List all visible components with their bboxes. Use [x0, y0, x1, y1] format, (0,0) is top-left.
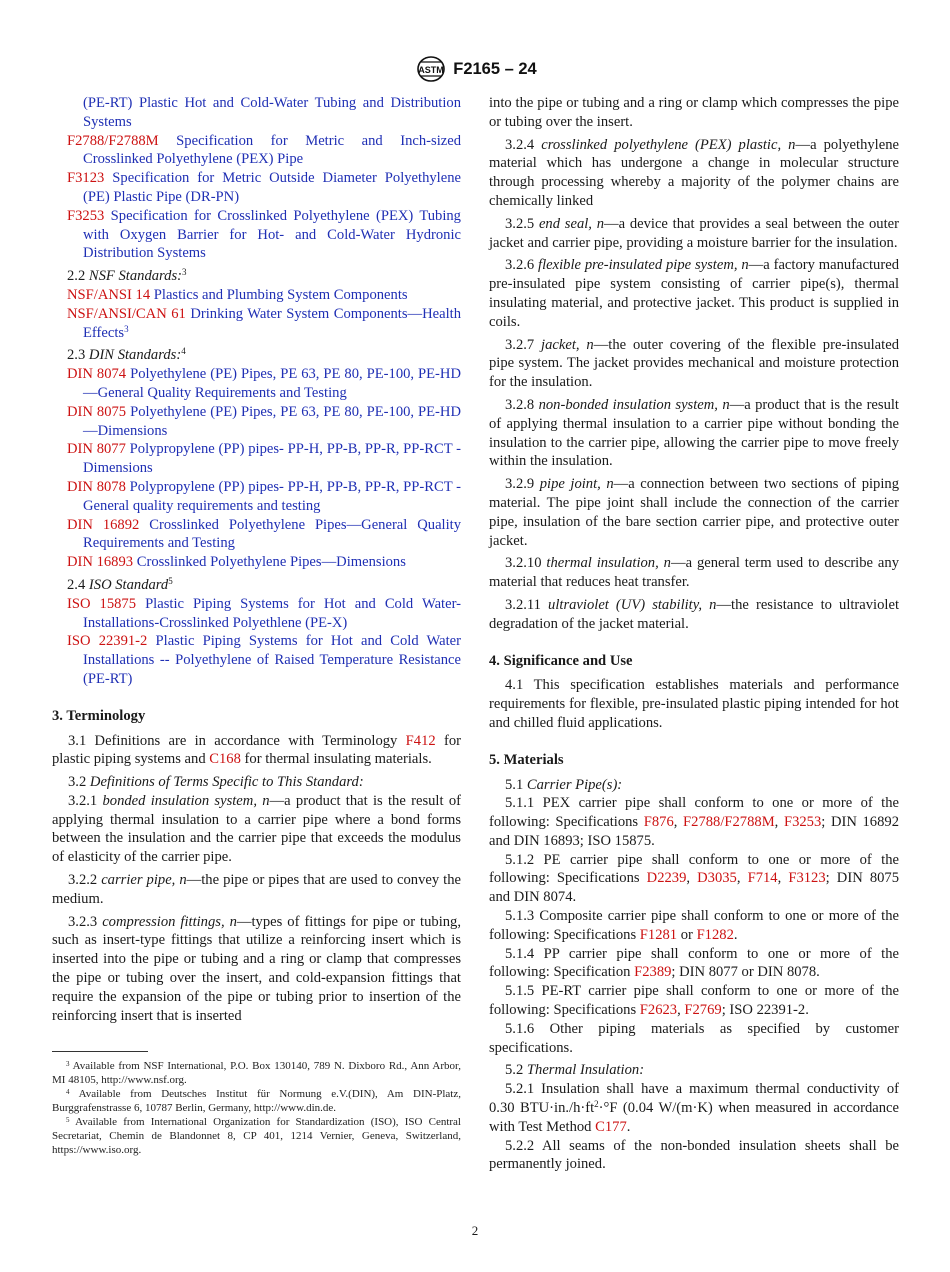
paragraph-5-1: 5.1 Carrier Pipe(s):: [505, 776, 623, 793]
definition-paragraph: 3.2.11 ultraviolet (UV) stability, n—the resistance to ultraviolet degradation of the jacket material.: [489, 596, 899, 632]
reference-entry: F3123 Specification for Metric Outside Diameter Polyethylene (PE) Plastic Pipe (DR-PN): [67, 170, 461, 205]
reference-entry: ISO 15875 Plastic Piping Systems for Hot and Cold Water-Installations-Crosslinked Polyethlene (PE-X): [67, 595, 462, 631]
definition-paragraph: 3.2.7 jacket, n—the outer covering of the flexible pre-insulated pipe system. The jacket provides mechanical and moisture protection for the insulation.: [489, 336, 899, 391]
paragraph-5-1-4: 5.1.4 PP carrier pipe shall conform to one or more of the following: Specification F2389; DIN 8077 or DIN 8078.: [489, 945, 899, 981]
section-2-3: 2.3 DIN Standards:$^4$: [67, 346, 186, 364]
section-heading: 4. Significance and Use: [489, 652, 633, 669]
paragraph-5-2-2: 5.2.2 All seams of the non-bonded insulation sheets shall be permanently joined.: [489, 1137, 899, 1173]
reference-link[interactable]: C168: [209, 751, 241, 768]
reference-entry: NSF/ANSI 14 Plastics and Plumbing System Components: [67, 286, 408, 303]
footnote: $^5$ Available from International Organization for Standardization (ISO), ISO Central Secretariat, Chemin de Blandonnet 8, CP 401, 1214 Vernier, Geneva, Switzerland, https://www.iso.org.: [52, 1116, 461, 1157]
reference-entry: DIN 16892 Crosslinked Polyethylene Pipes—General Quality Requirements and Testing: [67, 516, 462, 552]
reference-link[interactable]: F3123: [788, 870, 826, 887]
reference-entry: DIN 8077 Polypropylene (PP) pipes- PP-H, PP-B, PP-R, PP-RCT -Dimensions: [67, 441, 461, 477]
reference-link[interactable]: F876: [643, 814, 674, 831]
paragraph-5-1-5: 5.1.5 PE-RT carrier pipe shall conform to one or more of the following: Specifications F2623, F2769; ISO 22391-2.: [489, 983, 899, 1019]
reference-link[interactable]: DIN 8074: [67, 366, 127, 383]
paragraph-5-1-1: 5.1.1 PEX carrier pipe shall conform to one or more of the following: Specifications F876, F2788/F2788M, F3253; DIN 16892 and DIN 16893; ISO 15875.: [489, 795, 899, 849]
reference-link[interactable]: F2623: [639, 1002, 678, 1019]
reference-link[interactable]: DIN 16892: [67, 516, 140, 533]
reference-link[interactable]: F2389: [634, 964, 672, 981]
reference-entry: DIN 8078 Polypropylene (PP) pipes- PP-H, PP-B, PP-R, PP-RCT - General quality requirements and testing: [67, 478, 461, 514]
reference-entry: ISO 22391-2 Plastic Piping Systems for Hot and Cold Water Installations -- Polyethylene of Raised Temperature Resistance (PE-RT): [67, 633, 462, 687]
paragraph-4-1: 4.1 This specification establishes materials and performance requirements for flexible, pre-insulated plastic piping intended for hot and chilled fluid applications.: [489, 677, 899, 731]
paragraph-5-2: 5.2 Thermal Insulation:: [505, 1062, 645, 1079]
right-column: [489, 94, 899, 1174]
section-2-2: 2.2 NSF Standards:$^3$: [67, 267, 187, 285]
document-code: F2165 – 24: [453, 59, 537, 78]
reference-link[interactable]: DIN 8077: [67, 441, 126, 458]
section-2-4: 2.4 ISO Standard$^5$: [67, 575, 173, 593]
reference-link[interactable]: F2788/F2788M: [683, 814, 775, 831]
reference-link[interactable]: F714: [747, 870, 778, 887]
definition-paragraph: 3.2.10 thermal insulation, n—a general term used to describe any material that reduces heat transfer.: [489, 555, 899, 591]
reference-link[interactable]: F3253: [783, 814, 822, 831]
footnote: $^3$ Available from NSF International, P.O. Box 130140, 789 N. Dixboro Rd., Ann Arbor, MI 48105, http://www.nsf.org.: [52, 1060, 461, 1087]
reference-link[interactable]: D2239: [646, 870, 687, 887]
definition-paragraph: 3.2.9 pipe joint, n—a connection between two sections of piping material. The pipe joint shall include the connection of the carrier pipe, insulation of the bare section carrier pipe, and protective outer jacket.: [489, 476, 899, 549]
reference-entry: DIN 8075 Polyethylene (PE) Pipes, PE 63, PE 80, PE-100, PE-HD—Dimensions: [67, 403, 461, 439]
page-number: 2: [471, 1223, 479, 1238]
reference-link[interactable]: F2788/F2788M: [67, 132, 159, 149]
reference-link[interactable]: C177: [595, 1118, 627, 1135]
reference-link[interactable]: F412: [405, 732, 436, 749]
reference-link[interactable]: NSF/ANSI 14: [67, 286, 151, 303]
definition-paragraph: 3.2.2 carrier pipe, n—the pipe or pipes that are used to convey the medium.: [52, 872, 461, 907]
reference-link[interactable]: ISO 15875: [67, 595, 137, 612]
definition-paragraph: 3.2.5 end seal, n—a device that provides a seal between the outer jacket and carrier pipe, providing a moisture barrier for the insulation.: [489, 215, 899, 251]
reference-link[interactable]: F2769: [684, 1002, 722, 1019]
definition-paragraph: 3.2.1 bonded insulation system, n—a product that is the result of applying thermal insulation to a carrier pipe where a bond forms between the insulation and the carrier pipe that exceeds the modulus of elasticity of the carrier pipe.: [52, 792, 461, 866]
reference-link[interactable]: F3253: [67, 207, 105, 224]
paragraph-3-1: 3.1 Definitions are in accordance with Terminology F412 for plastic piping systems and C168 for thermal insulating materials.: [52, 732, 461, 768]
reference-link[interactable]: ISO 22391-2: [67, 633, 148, 650]
left-column: [52, 94, 461, 1157]
paragraph-5-1-3: 5.1.3 Composite carrier pipe shall conform to one or more of the following: Specifications F1281 or F1282.: [489, 908, 899, 943]
section-heading: 3. Terminology: [52, 707, 146, 724]
paragraph-5-2-1: 5.2.1 Insulation shall have a maximum thermal conductivity of 0.30 $BTU\cdot in./h\cdot ft^2\cdot^\circ F$ (0.04 W/(m·K) when measured in accordance with Test Method C177.: [489, 1081, 899, 1135]
reference-entry: DIN 16893 Crosslinked Polyethylene Pipes—Dimensions: [67, 554, 406, 571]
reference-link[interactable]: NSF/ANSI/CAN 61: [67, 305, 186, 322]
page-header: [0, 56, 950, 82]
svg-text:ASTM: ASTM: [418, 65, 444, 75]
reference-entry: NSF/ANSI/CAN 61 Drinking Water System Components—Health Effects$^3$: [67, 305, 461, 341]
definition-paragraph: 3.2.8 non-bonded insulation system, n—a product that is the result of applying thermal insulation to a carrier pipe without bonding the insulation to the carrier pipe, allowing the carrier pipe to move freely within the insulation.: [489, 396, 899, 470]
reference-link[interactable]: D3035: [697, 870, 737, 887]
section-heading: 5. Materials: [489, 751, 564, 768]
reference-link[interactable]: F3123: [67, 170, 105, 187]
reference-entry: (PE-RT) Plastic Hot and Cold-Water Tubing and Distribution Systems: [83, 95, 461, 130]
reference-link[interactable]: F1281: [639, 926, 678, 943]
reference-entry: F2788/F2788M Specification for Metric and Inch-sized Crosslinked Polyethylene (PEX) Pipe: [67, 132, 461, 168]
astm-logo-icon: [413, 56, 449, 82]
footnote-divider: [52, 1051, 148, 1052]
definition-paragraph: 3.2.3 compression fittings, n—types of fittings for pipe or tubing, such as insert-type fittings that utilize a reinforcing insert which is inserted into the pipe or tubing and a ring or clamp that compresses the pipe or tubing over the insert, and cold-expansion fittings that require the expansion of the pipe or tubing prior to insertion of the reinforcing insert that is inserted: [52, 913, 461, 1024]
footnote: $^4$ Available from Deutsches Institut für Normung e.V.(DIN), Am DIN-Platz, Burggrafenstrasse 6, 10787 Berlin, Germany, http://www.din.de.: [52, 1088, 461, 1115]
paragraph-continuation: into the pipe or tubing and a ring or clamp which compresses the pipe or tubing over the insert.: [489, 95, 899, 130]
paragraph-5-1-6: 5.1.6 Other piping materials as specified by customer specifications.: [489, 1020, 899, 1056]
paragraph-3-2: 3.2 Definitions of Terms Specific to This Standard:: [68, 774, 364, 791]
reference-entry: F3253 Specification for Crosslinked Polyethylene (PEX) Tubing with Oxygen Barrier for Hot- and Cold-Water Hydronic Distribution Systems: [67, 207, 461, 262]
reference-link[interactable]: F1282: [696, 926, 734, 943]
reference-link[interactable]: DIN 8075: [67, 403, 127, 420]
definition-paragraph: 3.2.4 crosslinked polyethylene (PEX) plastic, n—a polyethylene material which has undergone a change in molecular structure through processing whereby a majority of the polymer chains are chemically linked: [489, 136, 899, 209]
reference-entry: DIN 8074 Polyethylene (PE) Pipes, PE 63, PE 80, PE-100, PE-HD—General Quality Requirements and Testing: [67, 366, 461, 401]
paragraph-5-1-2: 5.1.2 PE carrier pipe shall conform to one or more of the following: Specifications D2239, D3035, F714, F3123; DIN 8075 and DIN 8074.: [489, 851, 900, 906]
reference-link[interactable]: DIN 16893: [67, 554, 134, 571]
definition-paragraph: 3.2.6 flexible pre-insulated pipe system, n—a factory manufactured pre-insulated pipe system consisting of carrier pipe(s), thermal insulating material, and protective jacket. This product is supplied in coils.: [489, 257, 899, 330]
reference-link[interactable]: DIN 8078: [67, 478, 126, 495]
